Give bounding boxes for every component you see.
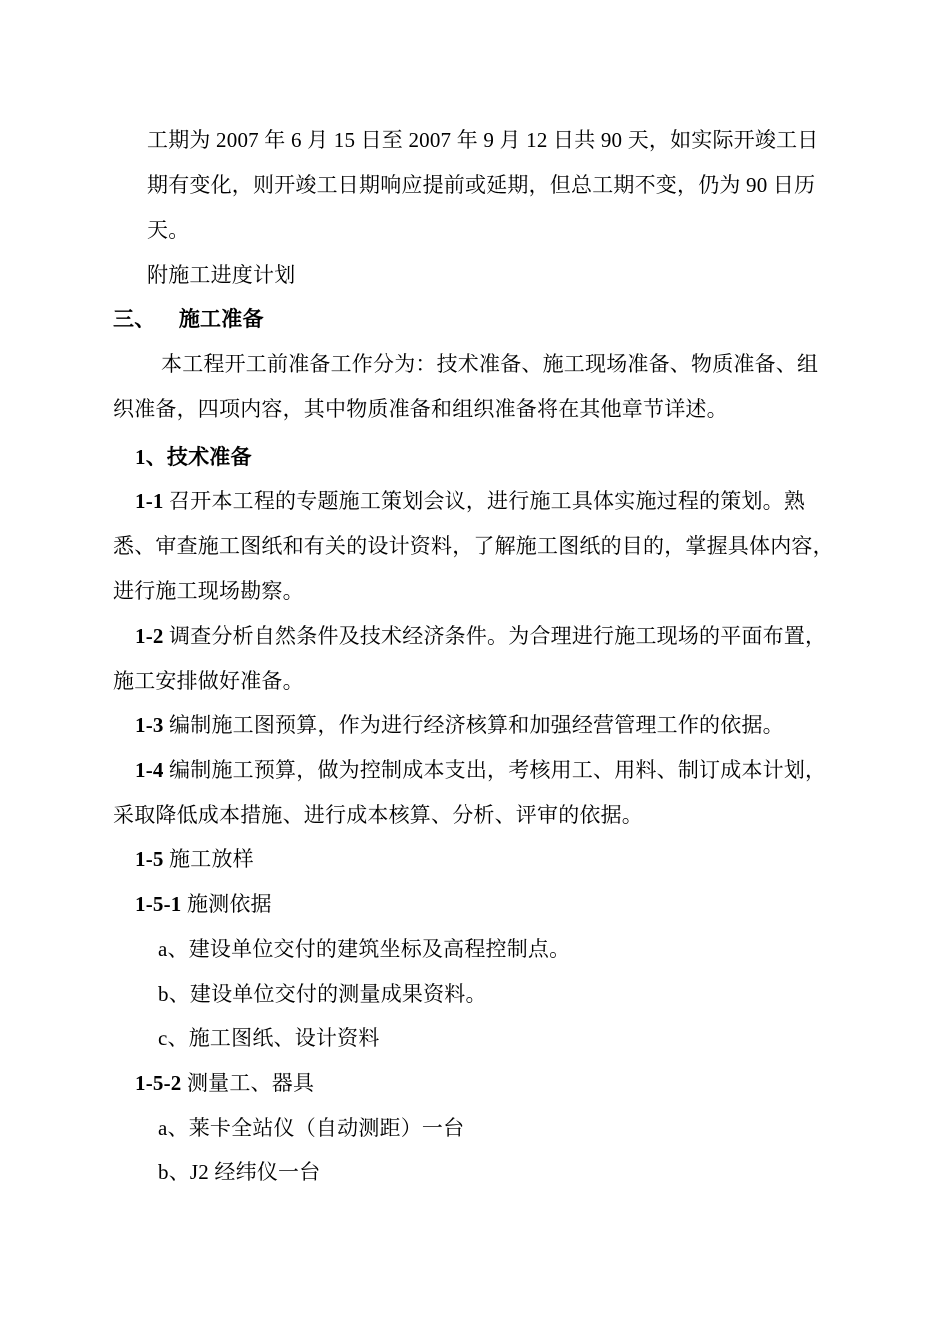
list-item-c: c、施工图纸、设计资料	[158, 1026, 380, 1050]
item-text: 召开本工程的专题施工策划会议，进行施工具体实施过程的策划。熟	[169, 489, 806, 513]
item-number: 1-4	[135, 758, 164, 782]
section-title: 施工准备	[178, 307, 264, 331]
item-text: 施测依据	[186, 892, 272, 916]
section-number: 三、	[113, 307, 156, 331]
item-number: 1-5	[135, 847, 164, 871]
item-text: 施工放样	[169, 847, 254, 871]
attachment-note: 附施工进度计划	[147, 263, 296, 287]
prep-line-1: 本工程开工前准备工作分为：技术准备、施工现场准备、物质准备、组	[161, 352, 819, 376]
item-1-1-line-1	[135, 487, 805, 515]
item-number: 1-3	[135, 713, 164, 737]
list-item-a: a、莱卡全站仪（自动测距）一台	[158, 1116, 465, 1140]
item-number: 1-1	[135, 489, 164, 513]
list-item-b: b、建设单位交付的测量成果资料。	[158, 982, 487, 1006]
item-1-5-1	[135, 890, 272, 918]
item-1-1-line-2: 悉、审查施工图纸和有关的设计资料，了解施工图纸的目的，掌握具体内容，	[113, 534, 834, 558]
item-number: 1-2	[135, 624, 164, 648]
list-item-a: a、建设单位交付的建筑坐标及高程控制点。	[158, 937, 571, 961]
subsection-heading: 1、技术准备	[135, 445, 252, 469]
item-text: 调查分析自然条件及技术经济条件。为合理进行施工现场的平面布置，	[169, 624, 827, 648]
item-1-1-line-3: 进行施工现场勘察。	[113, 579, 304, 603]
item-text: 编制施工预算，做为控制成本支出，考核用工、用料、制订成本计划，	[169, 758, 827, 782]
intro-line-2: 期有变化，则开竣工日期响应提前或延期，但总工期不变，仍为 90 日历	[147, 173, 816, 197]
intro-line-3: 天。	[147, 218, 190, 242]
item-1-4-line-1	[135, 756, 826, 784]
item-number: 1-5-2	[135, 1071, 182, 1095]
item-number: 1-5-1	[135, 892, 182, 916]
intro-line-1: 工期为 2007 年 6 月 15 日至 2007 年 9 月 12 日共 90 天，如实际开竣工日	[147, 128, 819, 152]
item-1-5	[135, 845, 254, 873]
item-text: 测量工、器具	[186, 1071, 315, 1095]
prep-line-2: 织准备，四项内容，其中物质准备和组织准备将在其他章节详述。	[113, 397, 728, 421]
item-text: 编制施工图预算，作为进行经济核算和加强经营管理工作的依据。	[169, 713, 784, 737]
item-1-2-line-2: 施工安排做好准备。	[113, 669, 304, 693]
item-1-4-line-2: 采取降低成本措施、进行成本核算、分析、评审的依据。	[113, 803, 643, 827]
section-heading	[113, 305, 264, 333]
item-1-3-line-1	[135, 711, 784, 739]
item-1-5-2	[135, 1069, 314, 1097]
list-item-b: b、J2 经纬仪一台	[158, 1160, 321, 1184]
item-1-2-line-1	[135, 622, 826, 650]
